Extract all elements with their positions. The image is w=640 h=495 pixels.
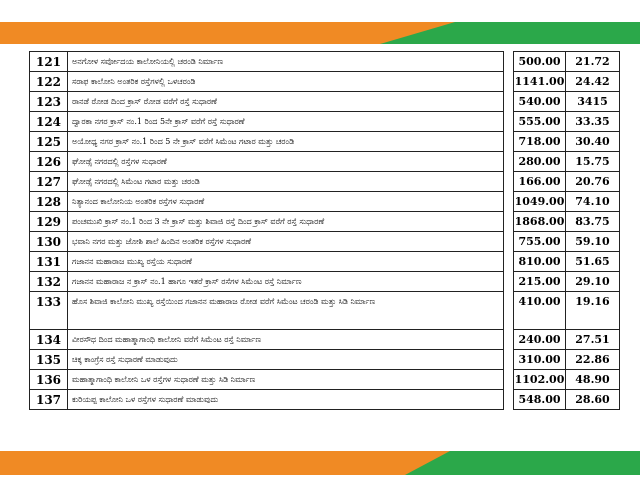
column-gap-cell — [504, 272, 514, 292]
estimated-cost-cell — [514, 72, 566, 92]
column-gap-cell — [504, 192, 514, 212]
estimated-cost: 555.00 — [518, 115, 561, 128]
row-number-cell — [30, 390, 68, 410]
estimated-cost: 755.00 — [518, 235, 561, 248]
estimated-cost: 1141.00 — [514, 75, 565, 88]
estimated-cost-cell — [514, 132, 566, 152]
amount-cell — [566, 212, 620, 232]
column-gap-cell — [504, 390, 514, 410]
amount-cell — [566, 330, 620, 350]
amount: 21.72 — [575, 55, 610, 68]
estimated-cost-cell — [514, 272, 566, 292]
table-row — [30, 390, 620, 410]
estimated-cost: 215.00 — [518, 275, 561, 288]
work-description: ಗಜಾನನ ಮಹಾರಾಜ ಮುಖ್ಯ ರಸ್ತೆಯ ಸುಧಾರಣೆ — [72, 257, 192, 266]
estimated-cost-cell — [514, 152, 566, 172]
table-row — [30, 272, 620, 292]
amount-cell — [566, 252, 620, 272]
row-number-cell — [30, 232, 68, 252]
works-table — [29, 51, 620, 410]
amount: 30.40 — [575, 135, 610, 148]
estimated-cost-cell — [514, 252, 566, 272]
estimated-cost-cell — [514, 390, 566, 410]
amount: 48.90 — [575, 373, 610, 386]
amount: 28.60 — [575, 393, 610, 406]
row-number-cell — [30, 370, 68, 390]
table-row — [30, 350, 620, 370]
row-number: 130 — [35, 235, 62, 249]
amount-cell — [566, 370, 620, 390]
amount: 59.10 — [575, 235, 610, 248]
row-number: 124 — [35, 115, 62, 129]
row-number: 132 — [35, 275, 62, 289]
amount: 27.51 — [575, 333, 610, 346]
estimated-cost: 548.00 — [518, 393, 561, 406]
table-row — [30, 330, 620, 350]
work-description: ದ್ವಾರಕಾ ನಗರ ಕ್ರಾಸ್ ನಂ.1 ರಿಂದ 5ನೇ ಕ್ರಾಸ್ ವರೆಗೆ ರಸ್ತೆ ಸುಧಾರಣೆ — [72, 117, 245, 126]
amount-cell — [566, 52, 620, 72]
amount-cell — [566, 92, 620, 112]
column-gap-cell — [504, 212, 514, 232]
row-number: 126 — [35, 155, 62, 169]
row-number-cell — [30, 330, 68, 350]
column-gap-cell — [504, 112, 514, 132]
column-gap-cell — [504, 370, 514, 390]
row-number: 125 — [35, 135, 62, 149]
amount-cell — [566, 152, 620, 172]
row-number-cell — [30, 72, 68, 92]
work-description-cell — [68, 330, 504, 350]
work-description: ಘೋಡ್ಸೆ ನಗರದಲ್ಲಿ ರಸ್ತೆಗಳ ಸುಧಾರಣೆ — [72, 157, 167, 166]
row-number: 135 — [35, 353, 62, 367]
amount-cell — [566, 132, 620, 152]
column-gap-cell — [504, 132, 514, 152]
amount: 19.16 — [575, 295, 610, 308]
row-number: 129 — [35, 215, 62, 229]
amount-cell — [566, 192, 620, 212]
work-description: ಭವಾನಿ ನಗರ ಮತ್ತು ಜೋಶಿ ಶಾಲೆ ಹಿಂದಿನ ಅಂತರಿಕ ರಸ್ತೆಗಳ ಸುಧಾರಣೆ — [72, 237, 252, 246]
table-row — [30, 172, 620, 192]
work-description-cell — [68, 172, 504, 192]
work-description: ನಿತ್ಯಾನಂದ ಕಾಲೋನಿಯ ಅಂತರಿಕ ರಸ್ತೆಗಳ ಸುಧಾರಣೆ — [72, 197, 205, 206]
amount: 51.65 — [575, 255, 610, 268]
amount-cell — [566, 112, 620, 132]
table-row — [30, 72, 620, 92]
row-number-cell — [30, 152, 68, 172]
table-row — [30, 192, 620, 212]
row-number: 121 — [35, 55, 62, 69]
bottom-band-graphic — [0, 451, 640, 475]
estimated-cost: 1868.00 — [514, 215, 565, 228]
work-description-cell — [68, 370, 504, 390]
estimated-cost: 166.00 — [518, 175, 561, 188]
work-description: ಘೋಡ್ಸೆ ನಗರದಲ್ಲಿ ಸಿಮೆಂಟ ಗಟಾರ ಮತ್ತು ಚರಂಡಿ — [72, 177, 200, 186]
work-description: ಹೊಸ ಶಿವಾಜಿ ಕಾಲೋನಿ ಮುಖ್ಯ ರಸ್ತೆಯಿಂದ ಗಜಾನನ ಮಹಾರಾಜ ರೋಡ ವರೆಗೆ ಸಿಮೆಂಟ ಚರಂಡಿ ಮತ್ತು ಸಿಡಿ ನಿರ್ಮಾಣ — [72, 297, 376, 306]
estimated-cost-cell — [514, 52, 566, 72]
table-row — [30, 292, 620, 330]
estimated-cost: 810.00 — [518, 255, 561, 268]
table-row — [30, 232, 620, 252]
amount: 74.10 — [575, 195, 610, 208]
estimated-cost: 540.00 — [518, 95, 561, 108]
amount-cell — [566, 232, 620, 252]
column-gap-cell — [504, 292, 514, 330]
amount-cell — [566, 172, 620, 192]
column-gap-cell — [504, 92, 514, 112]
work-description-cell — [68, 350, 504, 370]
work-description-cell — [68, 132, 504, 152]
work-description-cell — [68, 72, 504, 92]
amount-cell — [566, 272, 620, 292]
table-row — [30, 92, 620, 112]
amount: 15.75 — [575, 155, 610, 168]
work-description-cell — [68, 52, 504, 72]
work-description-cell — [68, 212, 504, 232]
work-description: ಅಯೋಧ್ಯ ನಗರ ಕ್ರಾಸ್ ನಂ.1 ರಿಂದ 5 ನೇ ಕ್ರಾಸ್ ವರೆಗೆ ಸಿಮೆಂಟ ಗಟಾರ ಮತ್ತು ಚರಂಡಿ — [72, 137, 295, 146]
row-number-cell — [30, 272, 68, 292]
table-row — [30, 252, 620, 272]
amount: 22.86 — [575, 353, 610, 366]
work-description: ವೀರಸೌಧ ದಿಂದ ಮಹಾತ್ಮಾಗಾಂಧಿ ಕಾಲೋನಿ ವರೆಗೆ ಸಿಮೆಂಟ ರಸ್ತೆ ನಿರ್ಮಾಣ — [72, 335, 261, 344]
work-description: ಅನಗೋಳ ಸರ್ವೋದಯ ಕಾಲೋನಿಯಲ್ಲಿ ಚರಂಡಿ ನಿರ್ಮಾಣ — [72, 57, 224, 66]
row-number: 134 — [35, 333, 62, 347]
row-number-cell — [30, 172, 68, 192]
amount: 3415 — [577, 95, 608, 108]
estimated-cost: 240.00 — [518, 333, 561, 346]
amount-cell — [566, 292, 620, 330]
column-gap-cell — [504, 252, 514, 272]
row-number-cell — [30, 112, 68, 132]
row-number: 127 — [35, 175, 62, 189]
column-gap-cell — [504, 52, 514, 72]
row-number-cell — [30, 52, 68, 72]
estimated-cost: 280.00 — [518, 155, 561, 168]
row-number-cell — [30, 212, 68, 232]
row-number-cell — [30, 192, 68, 212]
amount: 83.75 — [575, 215, 610, 228]
work-description-cell — [68, 390, 504, 410]
work-description-cell — [68, 192, 504, 212]
table-row — [30, 132, 620, 152]
estimated-cost-cell — [514, 370, 566, 390]
work-description: ಚಿಕ್ಕ ಕಾಂಗ್ರೆಸ ರಸ್ತೆ ಸುಧಾರಣೆ ಮಾಡುವುದು — [72, 355, 178, 364]
column-gap-cell — [504, 330, 514, 350]
estimated-cost-cell — [514, 292, 566, 330]
work-description-cell — [68, 152, 504, 172]
estimated-cost-cell — [514, 192, 566, 212]
row-number-cell — [30, 350, 68, 370]
row-number: 122 — [35, 75, 62, 89]
row-number-cell — [30, 292, 68, 330]
work-description: ಮಹಾತ್ಮಾಗಾಂಧಿ ಕಾಲೋನಿ ಒಳ ರಸ್ತೆಗಳ ಸುಧಾರಣೆ ಮತ್ತು ಸಿಡಿ ನಿರ್ಮಾಣ — [72, 375, 256, 384]
row-number: 137 — [35, 393, 62, 407]
estimated-cost: 410.00 — [518, 295, 561, 308]
row-number: 131 — [35, 255, 62, 269]
column-gap-cell — [504, 350, 514, 370]
estimated-cost-cell — [514, 350, 566, 370]
table-row — [30, 212, 620, 232]
amount: 20.76 — [575, 175, 610, 188]
work-description-cell — [68, 92, 504, 112]
row-number: 123 — [35, 95, 62, 109]
estimated-cost: 310.00 — [518, 353, 561, 366]
work-description-cell — [68, 112, 504, 132]
work-description: ಪಂಚಮುಖಿ ಕ್ರಾಸ್ ನಂ.1 ರಿಂದ 3 ನೇ ಕ್ರಾಸ್ ಮತ್ತು ಶಿವಾಜಿ ರಸ್ತೆ ದಿಂದ ಕ್ರಾಸ್ ವರೆಗೆ ರಸ್ತೆ ಸುಧಾರಣೆ — [72, 217, 325, 226]
top-color-band — [0, 0, 640, 44]
row-number: 128 — [35, 195, 62, 209]
estimated-cost: 1049.00 — [514, 195, 565, 208]
table-row — [30, 370, 620, 390]
amount-cell — [566, 350, 620, 370]
amount-cell — [566, 72, 620, 92]
row-number: 133 — [35, 295, 62, 309]
estimated-cost-cell — [514, 172, 566, 192]
work-description: ಕುರಿಯಪ್ಪ ಕಾಲೋನಿ ಒಳ ರಸ್ತೆಗಳ ಸುಧಾರಣೆ ಮಾಡುವುದು — [72, 395, 219, 404]
work-description-cell — [68, 292, 504, 330]
row-number-cell — [30, 132, 68, 152]
column-gap-cell — [504, 152, 514, 172]
column-gap-cell — [504, 172, 514, 192]
row-number-cell — [30, 252, 68, 272]
work-description: ರಾನಡೆ ರೋಡ ದಿಂದ ಕ್ರಾಸ್ ರೋಡ ವರೆಗೆ ರಸ್ತೆ ಸುಧಾರಣೆ — [72, 97, 217, 106]
estimated-cost-cell — [514, 112, 566, 132]
bottom-color-band — [0, 451, 640, 475]
table-row — [30, 112, 620, 132]
estimated-cost-cell — [514, 330, 566, 350]
estimated-cost-cell — [514, 212, 566, 232]
column-gap-cell — [504, 232, 514, 252]
work-description-cell — [68, 252, 504, 272]
amount: 24.42 — [575, 75, 610, 88]
works-table-body — [30, 52, 620, 410]
work-description-cell — [68, 232, 504, 252]
amount: 33.35 — [575, 115, 610, 128]
work-description: ಗಜಾನನ ಮಹಾರಾಜ ನ ಕ್ರಾಸ್ ನಂ.1 ಹಾಗೂ ಇತರೆ ಕ್ರಾಸ್ ರಸೆಗಳ ಸಿಮೆಂಟ ರಸ್ತೆ ನಿರ್ಮಾಣ — [72, 277, 302, 286]
amount-cell — [566, 390, 620, 410]
column-gap-cell — [504, 72, 514, 92]
estimated-cost: 500.00 — [518, 55, 561, 68]
estimated-cost-cell — [514, 232, 566, 252]
table-row — [30, 152, 620, 172]
table-row — [30, 52, 620, 72]
estimated-cost: 1102.00 — [514, 373, 565, 386]
row-number-cell — [30, 92, 68, 112]
row-number: 136 — [35, 373, 62, 387]
estimated-cost: 718.00 — [518, 135, 561, 148]
amount: 29.10 — [575, 275, 610, 288]
work-description: ಸರಾಫ ಕಾಲೋನಿ ಅಂತರಿಕ ರಸ್ತೆಗಳಲ್ಲಿ ಒಳಚರಂಡಿ — [72, 77, 196, 86]
top-band-graphic — [0, 0, 640, 44]
work-description-cell — [68, 272, 504, 292]
estimated-cost-cell — [514, 92, 566, 112]
